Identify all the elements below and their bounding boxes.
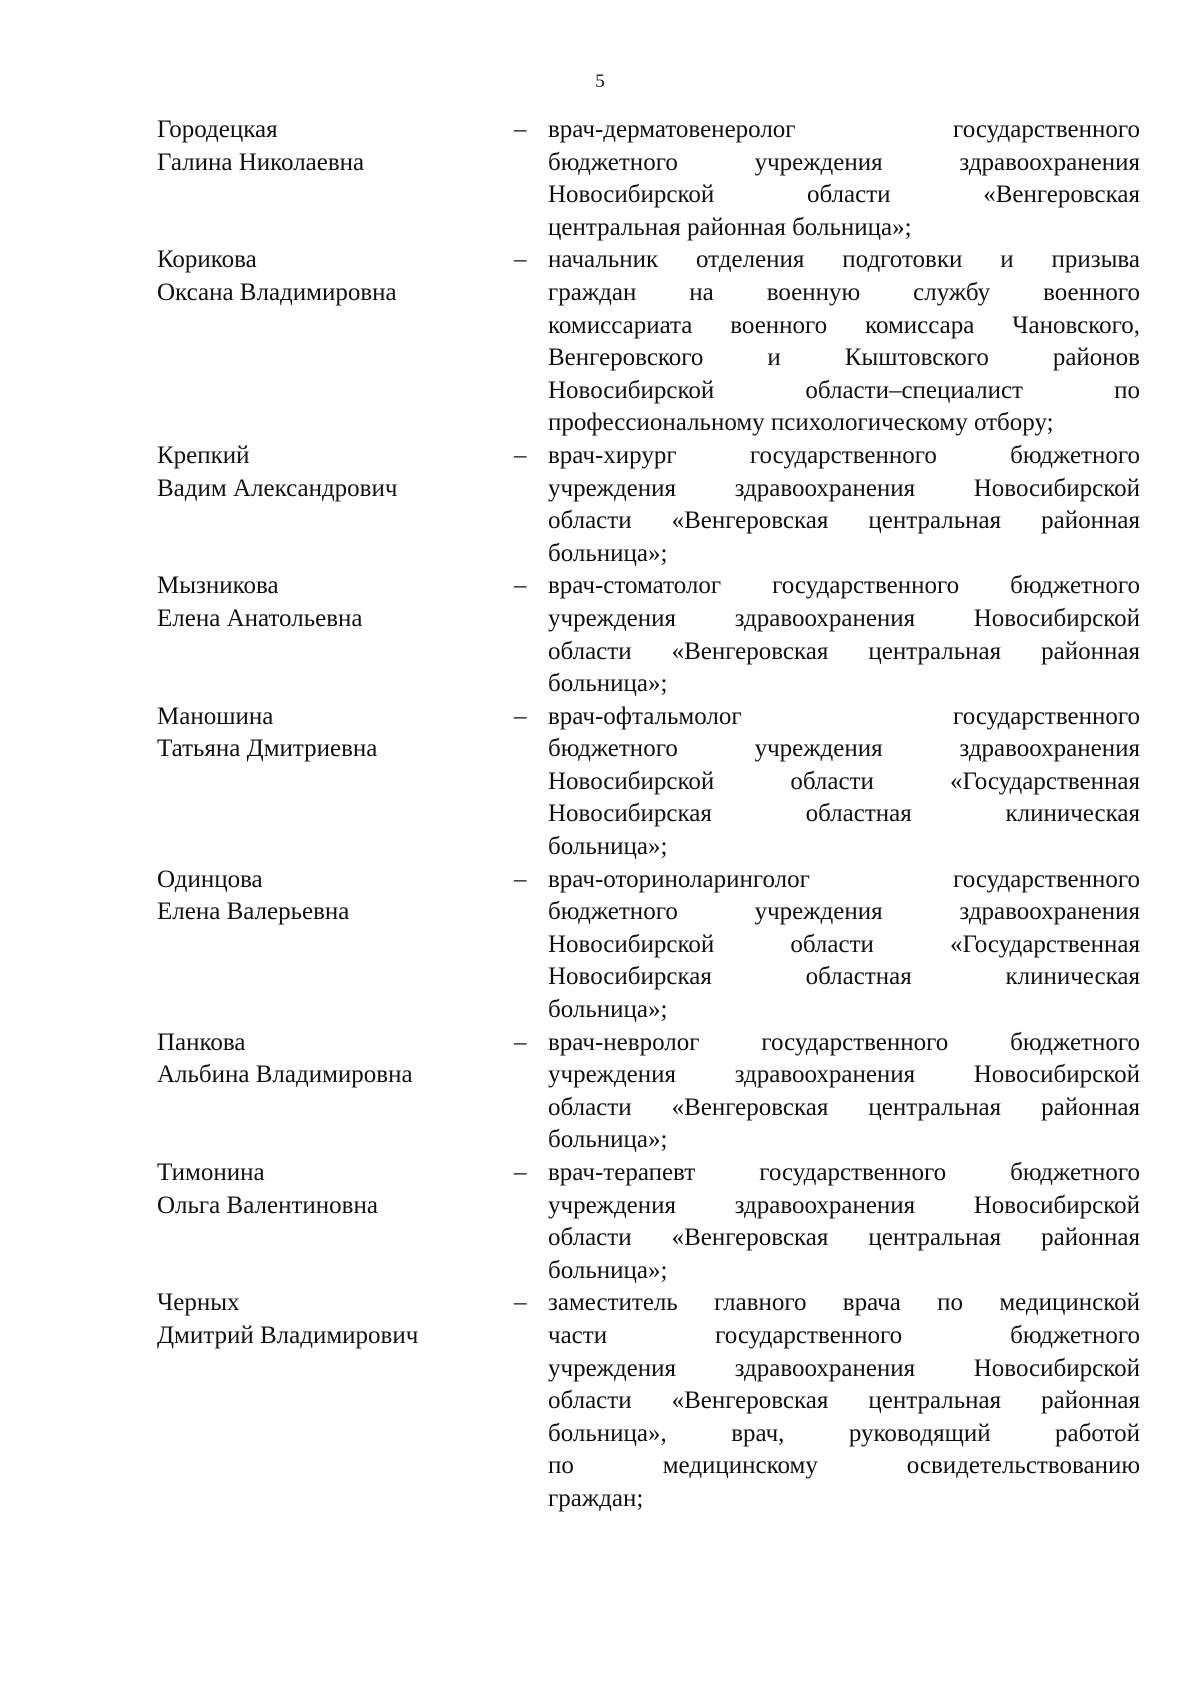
position-line: Венгеровского и Кыштовского районов [548,344,1140,372]
member-entry [157,244,1141,440]
position-line: области «Венгеровская центральная районная [548,1093,1140,1121]
member-given-names: Оксана Владимировна [157,278,397,306]
position-line: врач-невролог государственного бюджетного [548,1028,1140,1056]
position-line: больница»; [548,670,668,698]
member-position [548,701,1140,864]
position-line: начальник отделения подготовки и призыва [548,246,1140,274]
position-line: учреждения здравоохранения Новосибирской [548,474,1140,502]
separator-dash: – [514,572,527,600]
separator-dash: – [514,246,527,274]
member-entry [157,570,1141,700]
member-surname: Мызникова [157,572,279,600]
position-line: области «Венгеровская центральная районная [548,1387,1140,1415]
member-given-names: Альбина Владимировна [157,1061,413,1089]
position-line: Новосибирской области–специалист по [548,376,1140,404]
position-line: врач-оториноларинголог государственного [548,865,1140,893]
member-entry [157,864,1141,1027]
position-line: Новосибирской области «Государственная [548,930,1140,958]
member-surname: Черных [157,1289,240,1317]
position-line: Новосибирской области «Государственная [548,767,1140,795]
member-name [157,1157,510,1222]
member-surname: Одинцова [157,865,263,893]
separator-dash: – [514,1289,527,1317]
position-line: больница»; [548,1126,668,1154]
member-name [157,570,510,635]
member-position [548,570,1140,700]
position-line: больница»; [548,996,668,1024]
position-line: учреждения здравоохранения Новосибирской [548,604,1140,632]
member-given-names: Елена Валерьевна [157,898,350,926]
member-surname: Городецкая [157,116,278,143]
position-line: Новосибирская областная клиническая [548,963,1140,991]
position-line: бюджетного учреждения здравоохранения [548,898,1140,926]
member-position [548,440,1140,570]
position-line: граждан; [548,1484,644,1512]
position-line: Новосибирской области «Венгеровская [548,181,1140,209]
member-given-names: Галина Николаевна [157,148,365,176]
member-given-names: Елена Анатольевна [157,604,363,632]
position-line: врач-дерматовенеролог государственного [548,116,1140,143]
member-surname: Крепкий [157,441,250,469]
member-name [157,1027,510,1092]
position-line: учреждения здравоохранения Новосибирской [548,1061,1140,1089]
member-surname: Панкова [157,1028,246,1056]
member-name [157,1287,510,1352]
position-line: больница»; [548,539,668,567]
position-line: граждан на военную службу военного [548,278,1140,306]
page-number: 5 [595,71,605,92]
position-line: больница»; [548,1256,668,1284]
member-position [548,864,1140,1027]
member-surname: Корикова [157,246,257,274]
position-line: области «Венгеровская центральная районная [548,1224,1140,1252]
position-line: бюджетного учреждения здравоохранения [548,735,1140,763]
member-name [157,701,510,766]
separator-dash: – [514,441,527,469]
member-surname: Тимонина [157,1159,265,1186]
position-line: центральная районная больница»; [548,213,912,241]
position-line: бюджетного учреждения здравоохранения [548,148,1140,176]
separator-dash: – [514,1159,527,1186]
position-line: комиссариата военного комиссара Чановского, [548,311,1140,339]
position-line: больница»; [548,833,668,861]
position-line: врач-хирург государственного бюджетного [548,441,1140,469]
position-line: врач-терапевт государственного бюджетного [548,1159,1140,1186]
position-line: области «Венгеровская центральная районная [548,507,1140,535]
member-position [548,1027,1140,1157]
member-position [548,114,1140,244]
member-name [157,114,510,179]
member-name [157,440,510,505]
member-entry [157,114,1141,244]
position-line: больница», врач, руководящий работой [548,1419,1140,1447]
member-given-names: Дмитрий Владимирович [157,1321,419,1349]
position-line: врач-офтальмолог государственного [548,702,1140,730]
separator-dash: – [514,702,527,730]
member-entry [157,701,1141,864]
member-position [548,1157,1140,1287]
member-position [548,1287,1140,1515]
member-entry [157,1027,1141,1157]
position-line: заместитель главного врача по медицинской [548,1289,1140,1317]
member-entry [157,1287,1141,1515]
position-line: области «Венгеровская центральная районная [548,637,1140,665]
position-line: врач-стоматолог государственного бюджетного [548,572,1140,600]
member-given-names: Ольга Валентиновна [157,1191,378,1219]
position-line: профессиональному психологическому отбору; [548,409,1054,437]
member-surname: Маношина [157,702,274,730]
separator-dash: – [514,865,527,893]
separator-dash: – [514,116,527,143]
separator-dash: – [514,1028,527,1056]
position-line: учреждения здравоохранения Новосибирской [548,1191,1140,1219]
commission-member-list [157,114,1141,1516]
member-given-names: Вадим Александрович [157,474,398,502]
position-line: Новосибирская областная клиническая [548,800,1140,828]
member-name [157,864,510,929]
member-name [157,244,510,309]
member-entry [157,1157,1141,1287]
position-line: части государственного бюджетного [548,1321,1140,1349]
position-line: учреждения здравоохранения Новосибирской [548,1354,1140,1382]
position-line: по медицинскому освидетельствованию [548,1452,1140,1480]
member-given-names: Татьяна Дмитриевна [157,735,378,763]
member-entry [157,440,1141,570]
member-position [548,244,1140,440]
